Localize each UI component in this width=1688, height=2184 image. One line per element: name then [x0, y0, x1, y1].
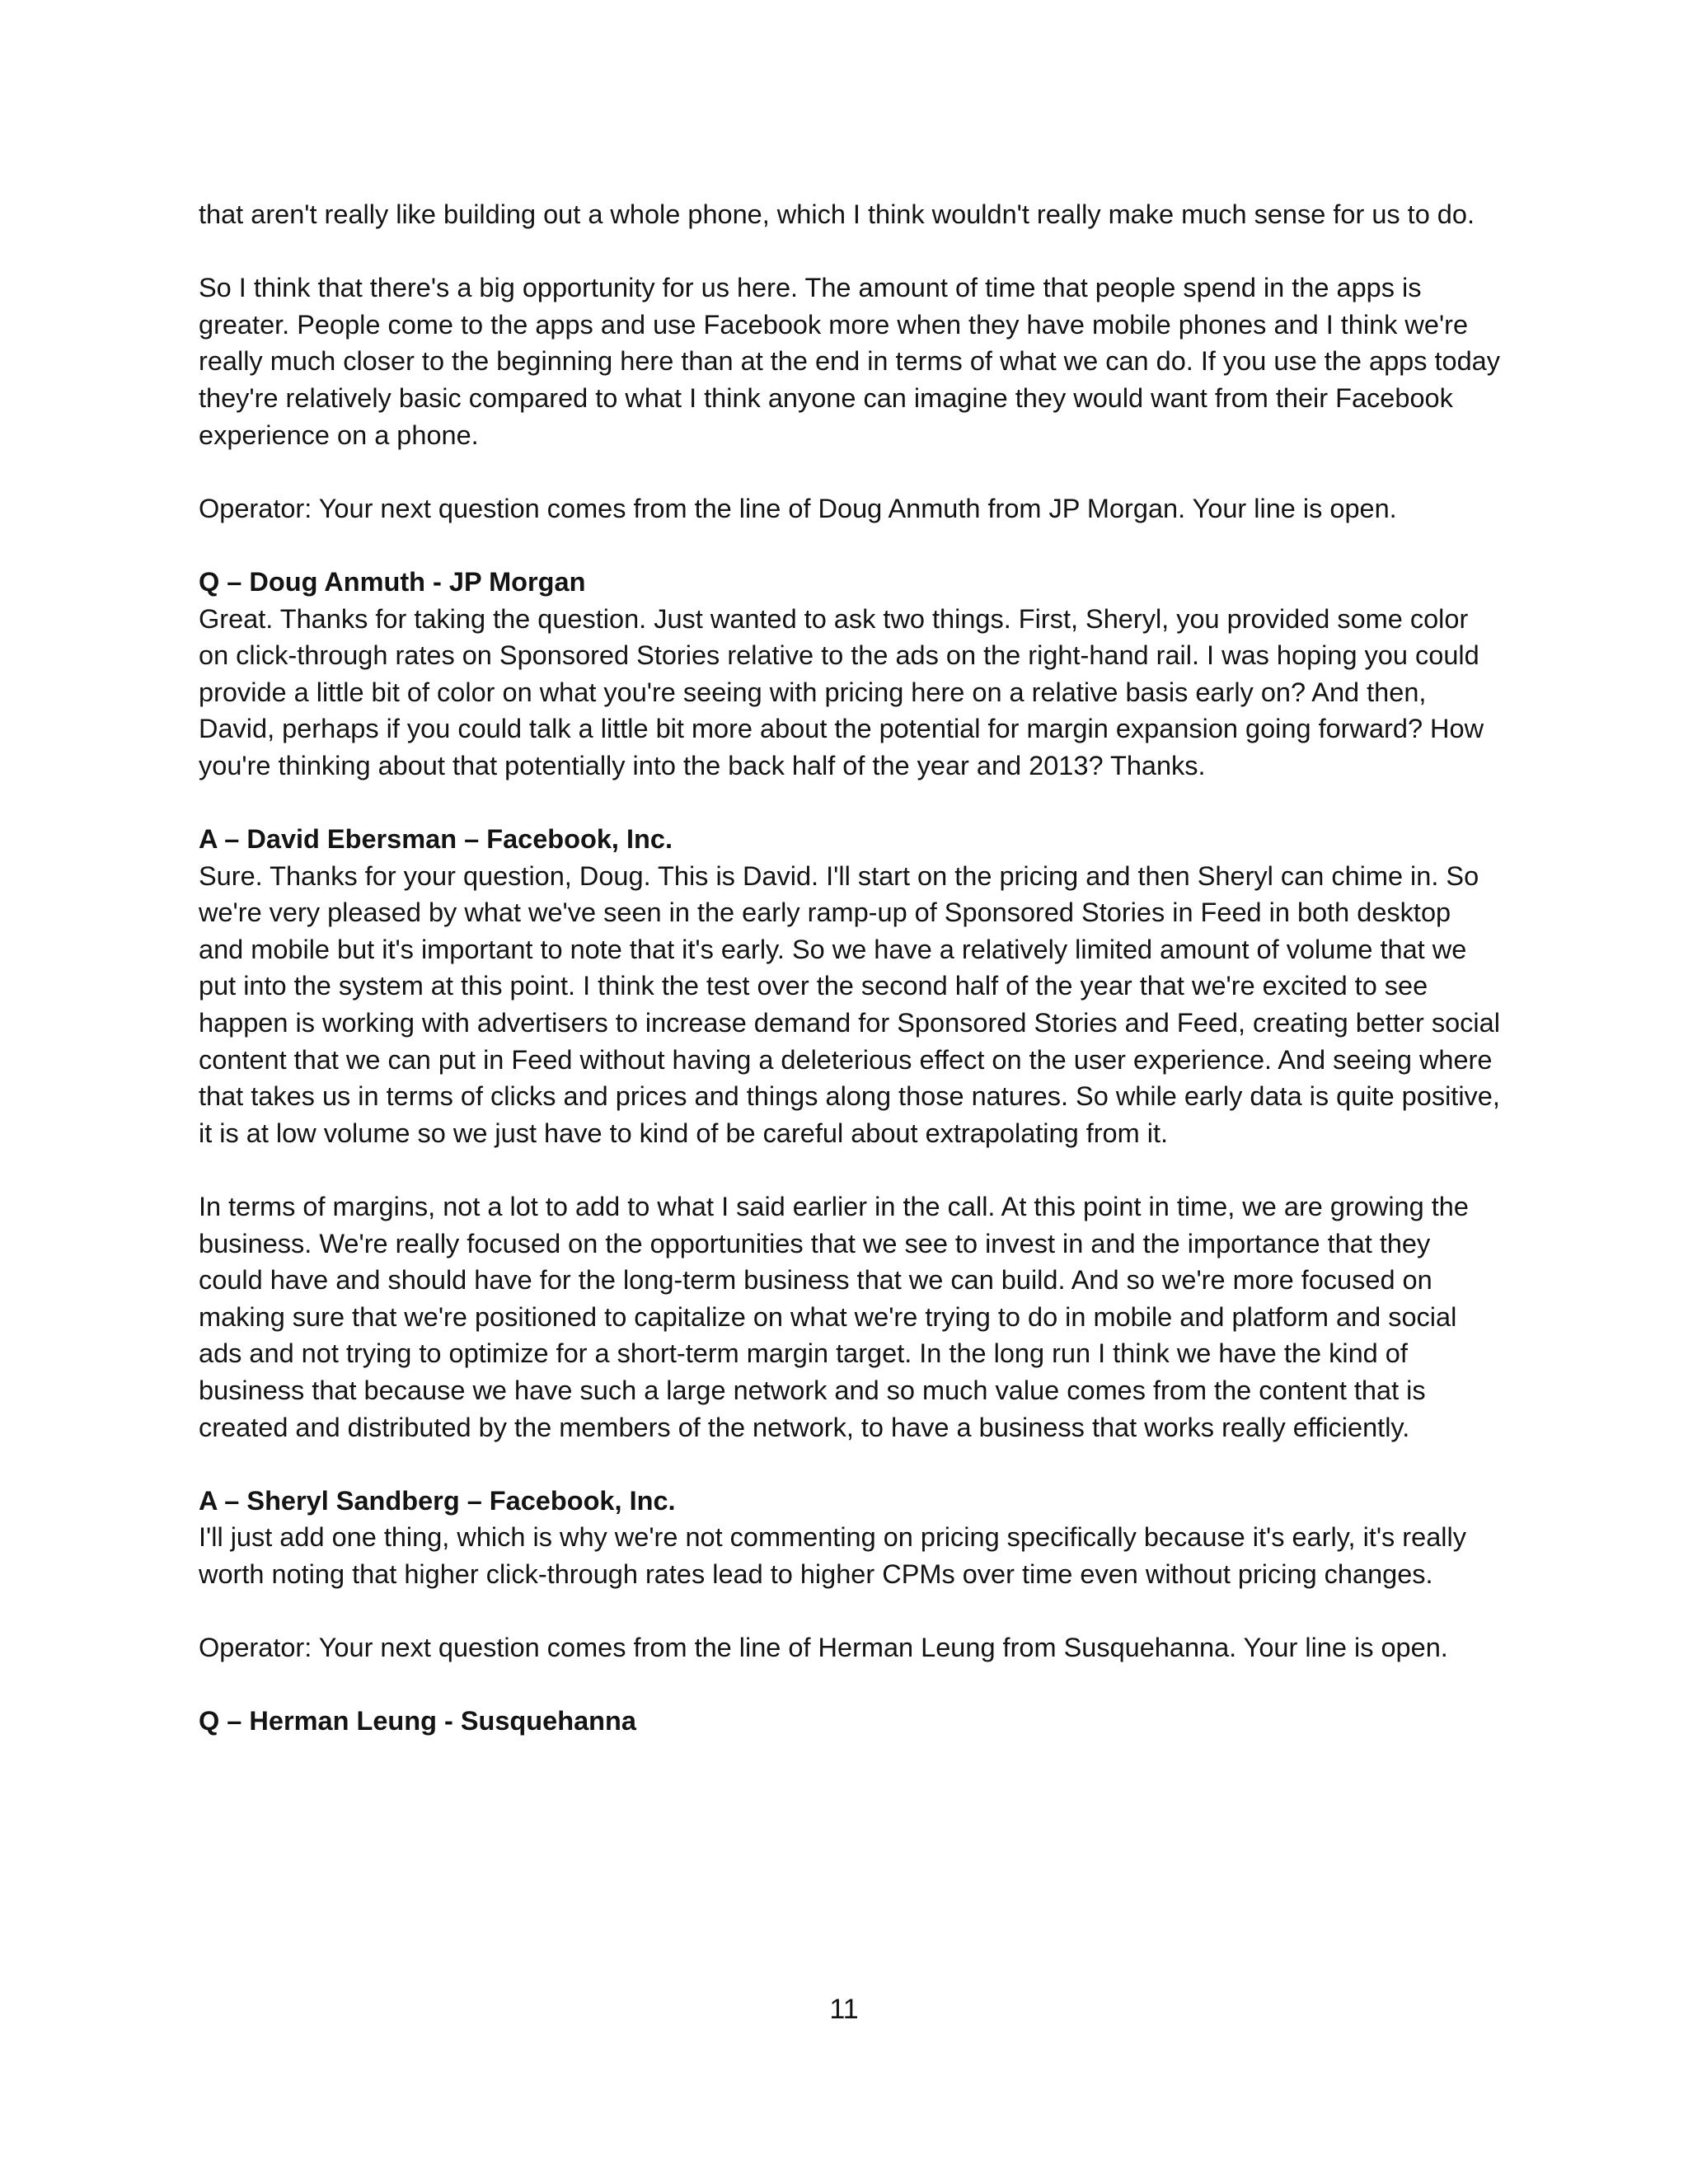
paragraph-text: So I think that there's a big opportunity for us here. The amount of time that people spend in the apps is greater. People come to the apps and use Facebook more when they have mobile phones and I think we're really much closer to the beginning here than at the end in terms of what we can do. If you use the apps today they're relatively basic compared to what I think anyone can imagine they would want from their Facebook experience on a phone.	[199, 273, 1501, 450]
paragraph-text: I'll just add one thing, which is why we're not commenting on pricing specifically because it's early, it's really worth noting that higher click-through rates lead to higher CPMs over time even without pricing changes.	[199, 1522, 1466, 1589]
paragraph-text: Operator: Your next question comes from the line of Herman Leung from Susquehanna. Your line is open.	[199, 1633, 1448, 1663]
speaker-heading: A – Sheryl Sandberg – Facebook, Inc.	[199, 1485, 676, 1516]
paragraph-text: Great. Thanks for taking the question. Just wanted to ask two things. First, Sheryl, you provided some color on click-through rates on Sponsored Stories relative to the ads on the right-hand rail. I was hoping you could provide a little bit of color on what you're seeing with pricing here on a relative basis early on? And then, David, perhaps if you could talk a little bit more about the potential for margin expansion going forward? How you're thinking about that potentially into the back half of the year and 2013? Thanks.	[199, 603, 1484, 780]
paragraph	[199, 269, 1501, 453]
answer-david-ebersman	[199, 821, 1501, 1151]
paragraph-text: Operator: Your next question comes from the line of Doug Anmuth from JP Morgan. Your line is open.	[199, 493, 1397, 523]
speaker-heading: Q – Doug Anmuth - JP Morgan	[199, 566, 586, 597]
speaker-heading: Q – Herman Leung - Susquehanna	[199, 1706, 636, 1736]
operator-line	[199, 1629, 1501, 1666]
paragraph	[199, 1188, 1501, 1446]
answer-sheryl-sandberg	[199, 1483, 1501, 1593]
paragraph-text: In terms of margins, not a lot to add to what I said earlier in the call. At this point in time, we are growing the business. We're really focused on the opportunities that we see to invest in and the importance that they could have and should have for the long-term business that we can build. And so we're more focused on making sure that we're positioned to capitalize on what we're trying to do in mobile and platform and social ads and not trying to optimize for a short-term margin target. In the long run I think we have the kind of business that because we have such a large network and so much value comes from the content that is created and distributed by the members of the network, to have a business that works really efficiently.	[199, 1192, 1469, 1442]
paragraph-text: that aren't really like building out a whole phone, which I think wouldn't really make much sense for us to do.	[199, 199, 1475, 229]
page-number: 11	[829, 1994, 859, 2025]
question-doug-anmuth	[199, 564, 1501, 785]
document-body	[199, 196, 1501, 1777]
operator-line	[199, 490, 1501, 527]
question-herman-leung	[199, 1703, 1501, 1740]
paragraph-text: Sure. Thanks for your question, Doug. This is David. I'll start on the pricing and then Sheryl can chime in. So we're very pleased by what we've seen in the early ramp-up of Sponsored Stories in Feed in both desktop and mobile but it's important to note that it's early. So we have a relatively limited amount of volume that we put into the system at this point. I think the test over the second half of the year that we're excited to see happen is working with advertisers to increase demand for Sponsored Stories and Feed, creating better social content that we can put in Feed without having a deleterious effect on the user experience. And seeing where that takes us in terms of clicks and prices and things along those natures. So while early data is quite positive, it is at low volume so we just have to kind of be careful about extrapolating from it.	[199, 860, 1500, 1148]
speaker-heading: A – David Ebersman – Facebook, Inc.	[199, 824, 673, 855]
paragraph	[199, 196, 1501, 233]
